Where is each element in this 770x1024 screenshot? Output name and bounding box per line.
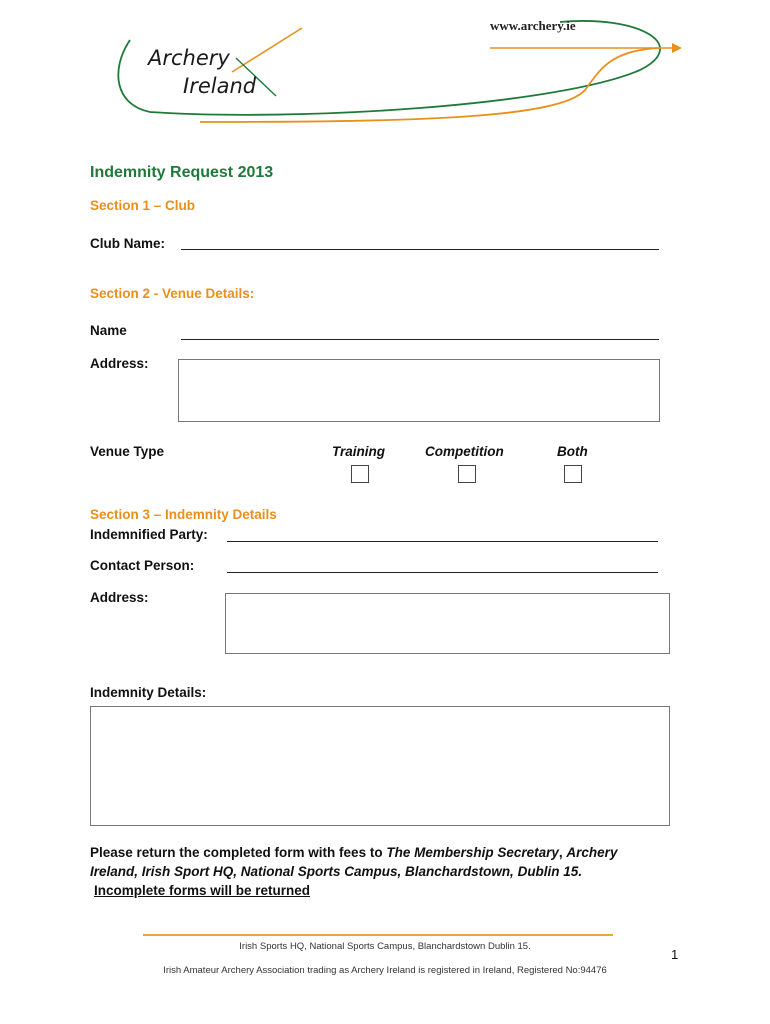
website-url: www.archery.ie [490,18,576,33]
incomplete-forms-warning: Incomplete forms will be returned [94,883,311,898]
indemnified-party-label: Indemnified Party: [90,527,208,542]
return-address-text: Archery Ireland, Irish Sport HQ, National Sports Campus, Blanchardstown, Dublin 15. [90,845,618,879]
section3-heading: Section 3 – Indemnity Details [90,507,277,522]
membership-secretary-text: The Membership Secretary [386,845,559,860]
venue-address-label: Address: [90,356,149,371]
contact-person-label: Contact Person: [90,558,195,573]
indemnified-party-field[interactable] [227,541,658,542]
instructions-comma: , [558,845,567,860]
indemnity-details-box[interactable] [90,706,670,826]
footer-address: Irish Sports HQ, National Sports Campus, Blanchardstown Dublin 15. [239,941,531,952]
page-title: Indemnity Request 2013 [90,164,274,181]
venue-type-label: Venue Type [90,444,165,459]
club-name-field[interactable] [181,249,659,250]
venue-address-box[interactable] [178,359,660,422]
page-number: 1 [671,947,679,962]
footer-registration: Irish Amateur Archery Association trading as Archery Ireland is registered in Ireland, Registered No:94476 [163,965,607,976]
logo-text-archery: Archery [148,46,230,70]
club-name-label: Club Name: [90,236,166,251]
footer-divider [143,934,613,936]
return-instructions [90,843,650,881]
section1-heading: Section 1 – Club [90,198,196,213]
indemnity-details-label: Indemnity Details: [90,685,207,700]
logo-text-ireland: Ireland [183,74,257,98]
venue-name-label: Name [90,323,127,338]
section2-heading: Section 2 - Venue Details: [90,286,255,301]
header-logo-graphic [0,0,770,140]
option-competition-label: Competition [425,444,504,459]
indemnity-address-box[interactable] [225,593,670,654]
competition-checkbox[interactable] [458,465,476,483]
training-checkbox[interactable] [351,465,369,483]
option-both-label: Both [557,444,588,459]
both-checkbox[interactable] [564,465,582,483]
instructions-text: Please return the completed form with fees to [90,845,387,860]
indemnity-address-label: Address: [90,590,149,605]
option-training-label: Training [332,444,386,459]
contact-person-field[interactable] [227,572,658,573]
venue-name-field[interactable] [181,339,659,340]
